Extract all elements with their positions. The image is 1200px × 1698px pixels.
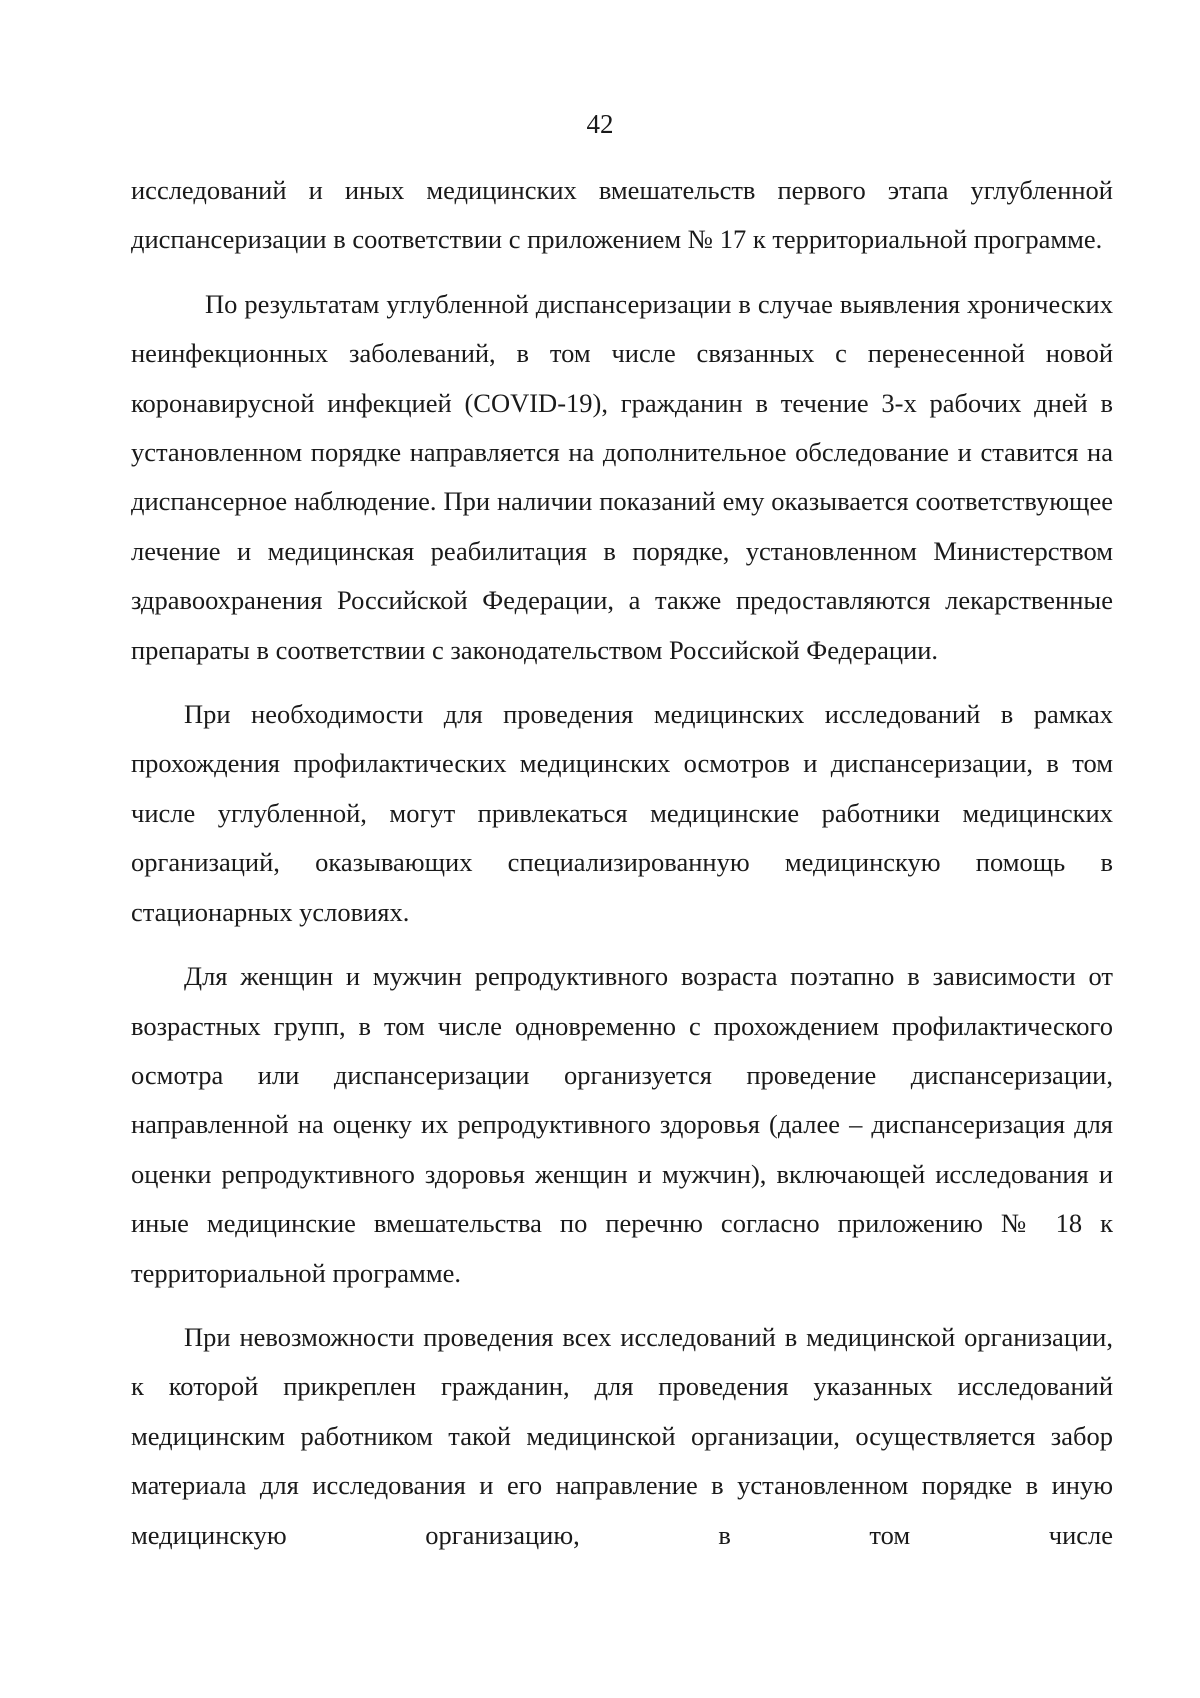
document-body xyxy=(131,166,1113,1560)
paragraph-material-collection: При невозможности проведения всех исследований в медицинской организации, к которой прикреплен гражданин, для проведения указанных исследований медицинским работником такой медицинской организации, осуществляется забор материала для исследования и его направление в установленном порядке в иную медицинскую организацию, в том числе xyxy=(131,1321,1113,1550)
paragraph-continuation: исследований и иных медицинских вмешательств первого этапа углубленной диспансеризации в соответствии с приложением № 17 к территориальной программе. xyxy=(131,175,1113,255)
page-number: 42 xyxy=(586,109,614,139)
paragraph-reproductive-health: Для женщин и мужчин репродуктивного возраста поэтапно в зависимости от возрастных групп, в том числе одновременно с прохождением профилактического осмотра или диспансеризации организуется проведение диспансеризации, направленной на оценку их репродуктивного здоровья (далее – диспансеризация для оценки репродуктивного здоровья женщин и мужчин), включающей исследования и иные медицинские вмешательства по перечню согласно приложению № 18 к территориальной программе. xyxy=(131,961,1113,1288)
paragraph-deep-dispensary-results: По результатам углубленной диспансеризации в случае выявления хронических неинфекционных заболеваний, в том числе связанных с перенесенной новой коронавирусной инфекцией (COVID-19), гражданин в течение 3-х рабочих дней в установленном порядке направляется на дополнительное обследование и ставится на диспансерное наблюдение. При наличии показаний ему оказывается соответствующее лечение и медицинская реабилитация в порядке, установленном Министерством здравоохранения Российской Федерации, а также предоставляются лекарственные препараты в соответствии с законодательством Российской Федерации. xyxy=(131,288,1113,665)
paragraph-medical-workers: При необходимости для проведения медицинских исследований в рамках прохождения профилактических медицинских осмотров и диспансеризации, в том числе углубленной, могут привлекаться медицинские работники медицинских организаций, оказывающих специализированную медицинскую помощь в стационарных условиях. xyxy=(131,699,1113,927)
